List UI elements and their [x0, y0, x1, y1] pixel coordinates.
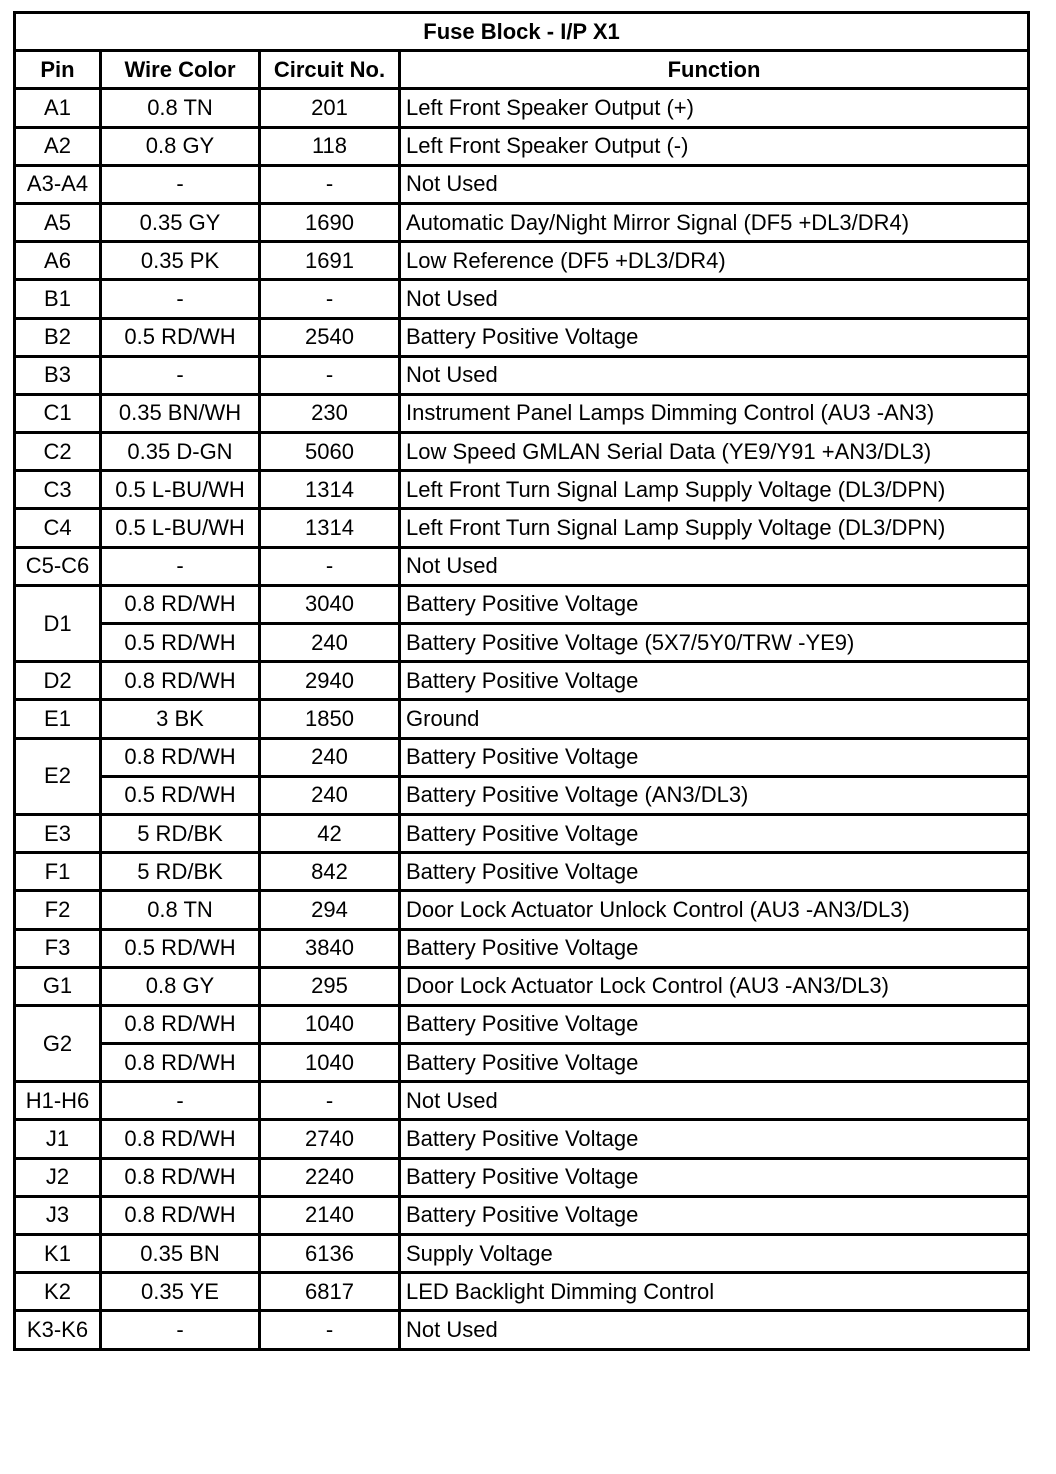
wire-color-cell: -	[101, 1311, 260, 1349]
wire-color-cell: 0.35 PK	[101, 242, 260, 280]
pin-cell: J3	[15, 1196, 101, 1234]
table-row	[15, 929, 1029, 967]
table-row	[15, 165, 1029, 203]
function-cell: Battery Positive Voltage	[400, 738, 1029, 776]
circuit-cell: -	[260, 165, 400, 203]
circuit-cell: 1040	[260, 1044, 400, 1082]
table-row	[15, 280, 1029, 318]
wire-color-cell: 0.8 RD/WH	[101, 1044, 260, 1082]
table-row	[15, 967, 1029, 1005]
circuit-cell: 2540	[260, 318, 400, 356]
wire-color-cell: 0.35 GY	[101, 203, 260, 241]
pin-cell: C4	[15, 509, 101, 547]
pin-cell: K2	[15, 1273, 101, 1311]
table-row	[15, 89, 1029, 127]
circuit-cell: 2940	[260, 662, 400, 700]
wire-color-cell: 0.5 L-BU/WH	[101, 509, 260, 547]
wire-color-cell: 0.8 GY	[101, 127, 260, 165]
wire-color-cell: 0.8 GY	[101, 967, 260, 1005]
function-cell: Not Used	[400, 1082, 1029, 1120]
table-row	[15, 242, 1029, 280]
title-row	[15, 13, 1029, 51]
table-row	[15, 127, 1029, 165]
wire-color-cell: 0.35 D-GN	[101, 433, 260, 471]
table-row	[15, 738, 1029, 776]
table-row	[15, 1196, 1029, 1234]
table-row	[15, 1082, 1029, 1120]
pin-cell: F1	[15, 853, 101, 891]
pin-cell: A2	[15, 127, 101, 165]
circuit-cell: 6136	[260, 1235, 400, 1273]
circuit-cell: 42	[260, 814, 400, 852]
circuit-cell: 1691	[260, 242, 400, 280]
table-row	[15, 662, 1029, 700]
table-row	[15, 471, 1029, 509]
circuit-cell: 240	[260, 776, 400, 814]
circuit-cell: 295	[260, 967, 400, 1005]
table-row	[15, 509, 1029, 547]
pin-cell: K1	[15, 1235, 101, 1273]
table-row	[15, 547, 1029, 585]
function-cell: LED Backlight Dimming Control	[400, 1273, 1029, 1311]
pin-cell: A3-A4	[15, 165, 101, 203]
wire-color-cell: 0.5 L-BU/WH	[101, 471, 260, 509]
wire-color-cell: -	[101, 547, 260, 585]
wire-color-cell: -	[101, 356, 260, 394]
function-cell: Instrument Panel Lamps Dimming Control (AU3 -AN3)	[400, 394, 1029, 432]
function-cell: Battery Positive Voltage	[400, 853, 1029, 891]
function-cell: Battery Positive Voltage	[400, 1044, 1029, 1082]
circuit-cell: 1314	[260, 509, 400, 547]
wire-color-cell: 0.8 RD/WH	[101, 738, 260, 776]
wire-color-cell: 0.8 RD/WH	[101, 1158, 260, 1196]
wire-color-cell: -	[101, 280, 260, 318]
function-cell: Left Front Speaker Output (-)	[400, 127, 1029, 165]
fuse-block-table	[13, 11, 1030, 1351]
function-cell: Battery Positive Voltage (5X7/5Y0/TRW -YE9)	[400, 624, 1029, 662]
circuit-cell: -	[260, 280, 400, 318]
wire-color-cell: 0.8 RD/WH	[101, 585, 260, 623]
pin-cell: K3-K6	[15, 1311, 101, 1349]
function-cell: Door Lock Actuator Lock Control (AU3 -AN3/DL3)	[400, 967, 1029, 1005]
circuit-cell: 5060	[260, 433, 400, 471]
wire-color-cell: 5 RD/BK	[101, 814, 260, 852]
pin-cell: B3	[15, 356, 101, 394]
table-row	[15, 585, 1029, 623]
wire-color-cell: -	[101, 165, 260, 203]
function-cell: Not Used	[400, 1311, 1029, 1349]
table-row	[15, 1273, 1029, 1311]
table-row	[15, 1044, 1029, 1082]
function-cell: Not Used	[400, 165, 1029, 203]
header-function: Function	[400, 51, 1029, 89]
function-cell: Not Used	[400, 280, 1029, 318]
pin-cell: E3	[15, 814, 101, 852]
function-cell: Automatic Day/Night Mirror Signal (DF5 +DL3/DR4)	[400, 203, 1029, 241]
circuit-cell: 1040	[260, 1005, 400, 1043]
header-pin: Pin	[15, 51, 101, 89]
circuit-cell: 240	[260, 624, 400, 662]
circuit-cell: 6817	[260, 1273, 400, 1311]
wire-color-cell: 0.35 BN	[101, 1235, 260, 1273]
function-cell: Battery Positive Voltage	[400, 814, 1029, 852]
function-cell: Battery Positive Voltage (AN3/DL3)	[400, 776, 1029, 814]
header-row	[15, 51, 1029, 89]
table-row	[15, 624, 1029, 662]
header-circuit-no: Circuit No.	[260, 51, 400, 89]
function-cell: Battery Positive Voltage	[400, 1120, 1029, 1158]
circuit-cell: 3040	[260, 585, 400, 623]
wire-color-cell: 0.8 RD/WH	[101, 1120, 260, 1158]
wire-color-cell: 0.5 RD/WH	[101, 318, 260, 356]
circuit-cell: -	[260, 356, 400, 394]
function-cell: Low Reference (DF5 +DL3/DR4)	[400, 242, 1029, 280]
wire-color-cell: 0.8 RD/WH	[101, 1005, 260, 1043]
circuit-cell: 842	[260, 853, 400, 891]
wire-color-cell: 0.8 TN	[101, 89, 260, 127]
pin-cell: C1	[15, 394, 101, 432]
pin-cell: J2	[15, 1158, 101, 1196]
function-cell: Battery Positive Voltage	[400, 1196, 1029, 1234]
function-cell: Battery Positive Voltage	[400, 662, 1029, 700]
function-cell: Low Speed GMLAN Serial Data (YE9/Y91 +AN3/DL3)	[400, 433, 1029, 471]
circuit-cell: 2140	[260, 1196, 400, 1234]
table-row	[15, 1311, 1029, 1349]
circuit-cell: 118	[260, 127, 400, 165]
pin-cell: F3	[15, 929, 101, 967]
circuit-cell: 1690	[260, 203, 400, 241]
table-row	[15, 433, 1029, 471]
function-cell: Left Front Speaker Output (+)	[400, 89, 1029, 127]
table-row	[15, 853, 1029, 891]
function-cell: Ground	[400, 700, 1029, 738]
wire-color-cell: 0.35 YE	[101, 1273, 260, 1311]
wire-color-cell: 0.5 RD/WH	[101, 776, 260, 814]
pin-cell: E1	[15, 700, 101, 738]
wire-color-cell: 5 RD/BK	[101, 853, 260, 891]
function-cell: Left Front Turn Signal Lamp Supply Voltage (DL3/DPN)	[400, 509, 1029, 547]
pin-cell: G1	[15, 967, 101, 1005]
circuit-cell: 1850	[260, 700, 400, 738]
function-cell: Supply Voltage	[400, 1235, 1029, 1273]
header-wire-color: Wire Color	[101, 51, 260, 89]
wire-color-cell: 0.8 TN	[101, 891, 260, 929]
pin-cell: D1	[15, 585, 101, 661]
pin-cell: D2	[15, 662, 101, 700]
table-row	[15, 1120, 1029, 1158]
pin-cell: C5-C6	[15, 547, 101, 585]
function-cell: Battery Positive Voltage	[400, 929, 1029, 967]
pin-cell: C3	[15, 471, 101, 509]
function-cell: Battery Positive Voltage	[400, 1005, 1029, 1043]
circuit-cell: 1314	[260, 471, 400, 509]
circuit-cell: 3840	[260, 929, 400, 967]
pin-cell: J1	[15, 1120, 101, 1158]
table-row	[15, 356, 1029, 394]
wire-color-cell: 0.5 RD/WH	[101, 624, 260, 662]
function-cell: Left Front Turn Signal Lamp Supply Voltage (DL3/DPN)	[400, 471, 1029, 509]
wire-color-cell: 3 BK	[101, 700, 260, 738]
pin-cell: A6	[15, 242, 101, 280]
table-row	[15, 776, 1029, 814]
circuit-cell: 294	[260, 891, 400, 929]
table-row	[15, 394, 1029, 432]
table-row	[15, 700, 1029, 738]
circuit-cell: 201	[260, 89, 400, 127]
pin-cell: B1	[15, 280, 101, 318]
circuit-cell: 2240	[260, 1158, 400, 1196]
pin-cell: G2	[15, 1005, 101, 1081]
wire-color-cell: 0.8 RD/WH	[101, 662, 260, 700]
pin-cell: A1	[15, 89, 101, 127]
circuit-cell: -	[260, 1311, 400, 1349]
function-cell: Battery Positive Voltage	[400, 318, 1029, 356]
table-row	[15, 203, 1029, 241]
table-row	[15, 1005, 1029, 1043]
wire-color-cell: 0.8 RD/WH	[101, 1196, 260, 1234]
table-row	[15, 814, 1029, 852]
table-row	[15, 1235, 1029, 1273]
wire-color-cell: 0.5 RD/WH	[101, 929, 260, 967]
pin-cell: F2	[15, 891, 101, 929]
pin-cell: E2	[15, 738, 101, 814]
circuit-cell: -	[260, 547, 400, 585]
function-cell: Battery Positive Voltage	[400, 585, 1029, 623]
function-cell: Not Used	[400, 356, 1029, 394]
function-cell: Door Lock Actuator Unlock Control (AU3 -AN3/DL3)	[400, 891, 1029, 929]
table-title: Fuse Block - I/P X1	[15, 13, 1029, 51]
pin-cell: B2	[15, 318, 101, 356]
pin-cell: H1-H6	[15, 1082, 101, 1120]
table-row	[15, 891, 1029, 929]
wire-color-cell: -	[101, 1082, 260, 1120]
function-cell: Battery Positive Voltage	[400, 1158, 1029, 1196]
circuit-cell: 230	[260, 394, 400, 432]
wire-color-cell: 0.35 BN/WH	[101, 394, 260, 432]
table-row	[15, 318, 1029, 356]
circuit-cell: 240	[260, 738, 400, 776]
circuit-cell: 2740	[260, 1120, 400, 1158]
pin-cell: A5	[15, 203, 101, 241]
function-cell: Not Used	[400, 547, 1029, 585]
pin-cell: C2	[15, 433, 101, 471]
table-row	[15, 1158, 1029, 1196]
circuit-cell: -	[260, 1082, 400, 1120]
